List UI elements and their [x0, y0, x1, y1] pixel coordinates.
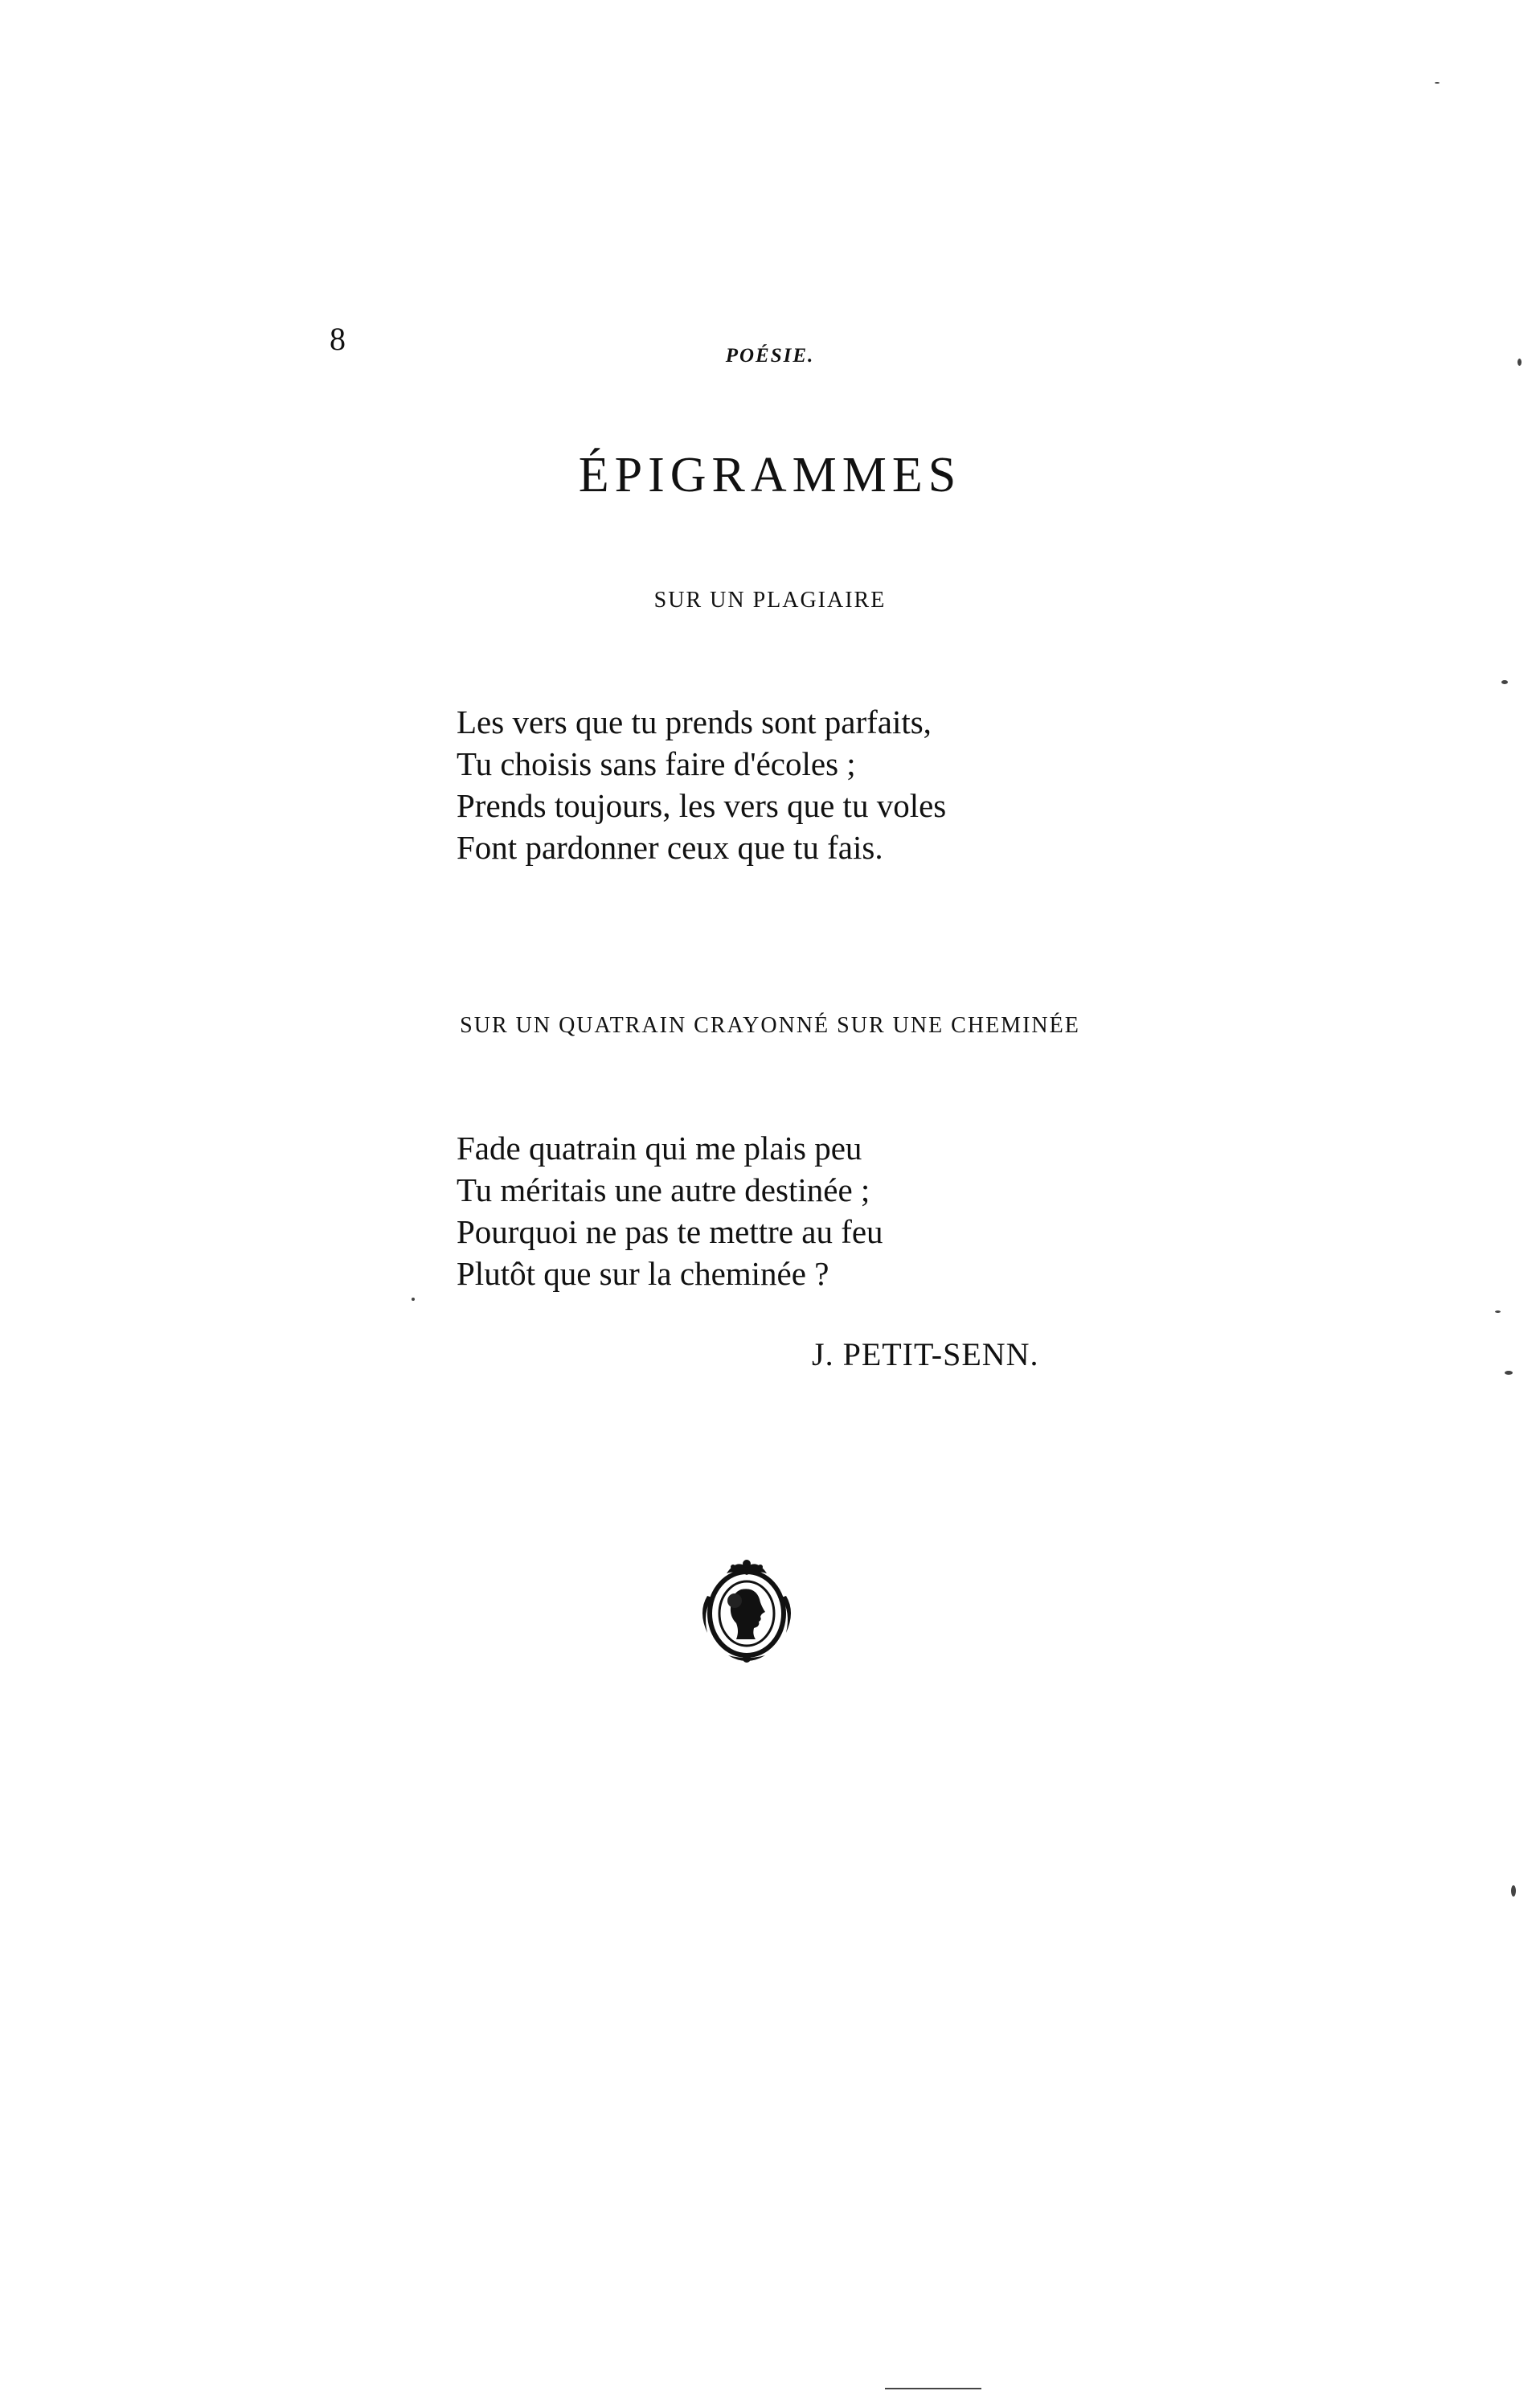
speck	[1505, 1371, 1513, 1375]
speck	[1501, 680, 1508, 684]
cameo-portrait-vignette-icon	[696, 1556, 797, 1667]
page-number: 8	[330, 321, 346, 357]
speck	[412, 1298, 415, 1301]
page-title: ÉPIGRAMMES	[578, 448, 962, 502]
speck	[1511, 1885, 1516, 1897]
poem-line: Fade quatrain qui me plais peu	[457, 1130, 862, 1167]
poem-line: Plutôt que sur la cheminée ?	[457, 1255, 829, 1292]
speck	[1435, 82, 1440, 84]
poem-2-stanza	[457, 1127, 883, 1294]
poem-line: Font pardonner ceux que tu fais.	[457, 829, 883, 866]
poem-1-subtitle: SUR UN PLAGIAIRE	[653, 588, 887, 613]
poem-line: Les vers que tu prends sont parfaits,	[457, 703, 932, 740]
poem-line: Pourquoi ne pas te mettre au feu	[457, 1213, 883, 1250]
poem-line: Prends toujours, les vers que tu voles	[457, 787, 947, 824]
speck	[1495, 1310, 1501, 1313]
author-signature: J. PETIT-SENN.	[812, 1336, 1039, 1372]
poem-2-subtitle: SUR UN QUATRAIN CRAYONNÉ SUR UNE CHEMINÉE	[460, 1013, 1080, 1038]
speck	[885, 2388, 981, 2389]
poem-line: Tu méritais une autre destinée ;	[457, 1171, 870, 1208]
poem-1-stanza	[457, 701, 946, 868]
running-head: POÉSIE.	[725, 345, 815, 367]
poem-line: Tu choisis sans faire d'écoles ;	[457, 745, 856, 782]
speck	[1517, 359, 1522, 366]
